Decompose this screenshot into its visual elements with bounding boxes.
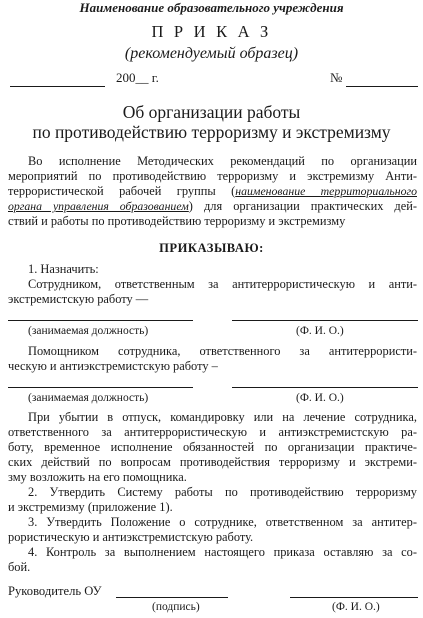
caption-name-2: (Ф. И. О.) bbox=[296, 392, 344, 404]
item1-block bbox=[8, 262, 417, 307]
absence-line: боту, временное исполнение обязанностей по организации практиче- bbox=[8, 440, 417, 454]
date-blank[interactable] bbox=[10, 86, 105, 87]
caption-position-2: (занимаемая должность) bbox=[28, 392, 149, 404]
signature-blank[interactable] bbox=[116, 597, 228, 598]
signature-label: Руководитель ОУ bbox=[8, 584, 102, 598]
item1-assistant-block bbox=[8, 344, 417, 374]
institution-name: Наименование образовательного учреждения bbox=[79, 0, 344, 15]
name-blank-1[interactable] bbox=[232, 320, 418, 321]
item1-absence-block bbox=[8, 410, 417, 575]
item1-employee-line: Сотрудником, ответственным за антитеррористическую и анти- bbox=[28, 277, 417, 291]
intro-line: ствий и работы по противодействию терроризму и экстремизму bbox=[8, 214, 346, 228]
number-blank[interactable] bbox=[346, 86, 418, 87]
item1-assistant-line: Помощником сотрудника, ответственного за антитеррористи- bbox=[28, 344, 417, 358]
absence-line: ских действий по вопросам противодействия терроризму и экстреми- bbox=[8, 455, 417, 469]
date-year: 200__ г. bbox=[116, 70, 159, 85]
item3-line: рористическую и антиэкстремистскую работу. bbox=[8, 530, 254, 544]
number-sign: № bbox=[330, 70, 343, 85]
position-blank-2[interactable] bbox=[8, 387, 193, 388]
intro-text: ) для организации практических дей- bbox=[188, 199, 417, 213]
intro-line: Во исполнение Методических рекомендаций по организации bbox=[28, 154, 417, 168]
caption-signature-name: (Ф. И. О.) bbox=[332, 601, 380, 613]
absence-line: зму возложить на его помощника. bbox=[8, 470, 187, 484]
document-type: П Р И К А З bbox=[151, 22, 272, 41]
title-line-2: по противодействию терроризму и экстремизму bbox=[32, 122, 391, 142]
signature-name-blank[interactable] bbox=[290, 597, 418, 598]
item1-assistant-line: ческую и антиэкстремистскую работу – bbox=[8, 359, 218, 373]
org-name-placeholder: наименование территориального bbox=[235, 184, 417, 198]
item4-line: 4. Контроль за выполнением настоящего приказа оставляю за со- bbox=[28, 545, 417, 559]
caption-signature: (подпись) bbox=[152, 601, 200, 613]
org-name-placeholder-cont: органа управления образованием bbox=[8, 199, 189, 213]
item4-line: бой. bbox=[8, 560, 31, 574]
intro-text: террористической рабочей группы ( bbox=[8, 184, 236, 198]
intro-line bbox=[8, 184, 417, 199]
item1-employee-line: экстремистскую работу — bbox=[8, 292, 149, 306]
absence-line: ответственного за антитеррористическую и антиэкстремистскую ра- bbox=[8, 425, 417, 439]
item2-line: и экстремизму (приложение 1). bbox=[8, 500, 173, 514]
intro-paragraph bbox=[8, 154, 417, 229]
intro-line bbox=[8, 199, 417, 214]
name-blank-2[interactable] bbox=[232, 387, 418, 388]
title-line-1: Об организации работы bbox=[122, 102, 301, 122]
caption-name-1: (Ф. И. О.) bbox=[296, 325, 344, 337]
caption-position-1: (занимаемая должность) bbox=[28, 325, 149, 337]
sample-note: (рекомендуемый образец) bbox=[124, 45, 299, 62]
intro-line: мероприятий по противодействию терроризму и экстремизму Анти- bbox=[8, 169, 417, 183]
position-blank-1[interactable] bbox=[8, 320, 193, 321]
absence-line: При убытии в отпуск, командировку или на лечение сотрудника, bbox=[28, 410, 417, 424]
item2-line: 2. Утвердить Систему работы по противодействию терроризму bbox=[28, 485, 417, 499]
item3-line: 3. Утвердить Положение о сотруднике, ответственном за антитер- bbox=[28, 515, 417, 529]
order-heading: ПРИКАЗЫВАЮ: bbox=[159, 241, 264, 255]
item1-heading: 1. Назначить: bbox=[28, 262, 99, 276]
